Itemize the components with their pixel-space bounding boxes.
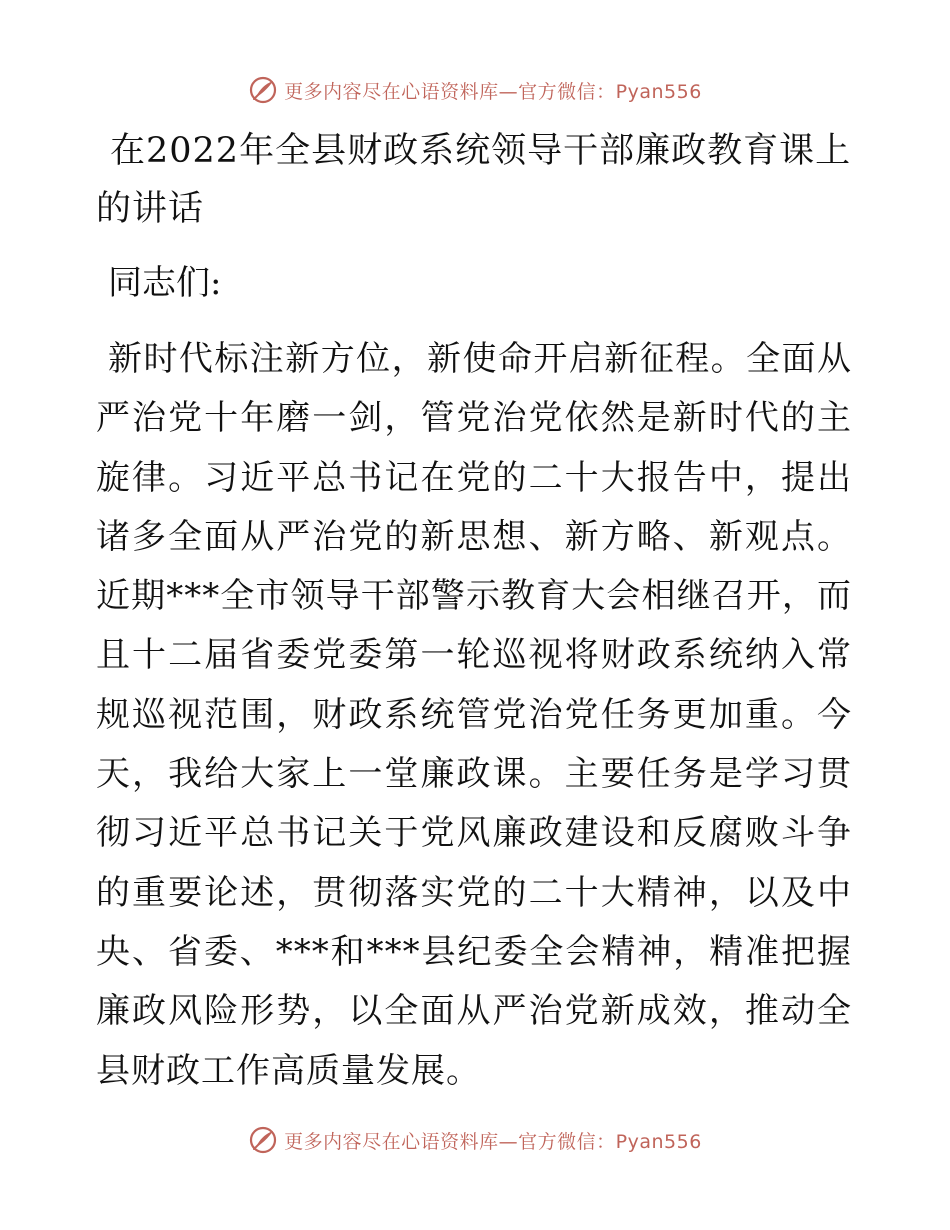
- quill-logo-icon: [248, 1125, 278, 1155]
- footer-banner-text: 更多内容尽在心语资料库—官方微信：Pyan556: [284, 1130, 702, 1153]
- footer-banner: [0, 1120, 950, 1160]
- document-body: [96, 122, 852, 1101]
- quill-logo-icon: [248, 75, 278, 105]
- document-title: 在2022年全县财政系统领导干部廉政教育课上的讲话: [96, 131, 852, 229]
- header-banner: [0, 70, 950, 110]
- salutation: 同志们:: [108, 263, 222, 303]
- body-paragraph: 新时代标注新方位，新使命开启新征程。全面从严治党十年磨一剑，管党治党依然是新时代的主旋律。习近平总书记在党的二十大报告中，提出诸多全面从严治党的新思想、新方略、新观点。近期***全市领导干部警示教育大会相继召开，而且十二届省委党委第一轮巡视将财政系统纳入常规巡视范围，财政系统管党治党任务更加重。今天，我给大家上一堂廉政课。主要任务是学习贯彻习近平总书记关于党风廉政建设和反腐败斗争的重要论述，贯彻落实党的二十大精神，以及中央、省委、***和***县纪委全会精神，精准把握廉政风险形势，以全面从严治党新成效，推动全县财政工作高质量发展。: [96, 339, 852, 1091]
- header-banner-text: 更多内容尽在心语资料库—官方微信：Pyan556: [284, 80, 702, 103]
